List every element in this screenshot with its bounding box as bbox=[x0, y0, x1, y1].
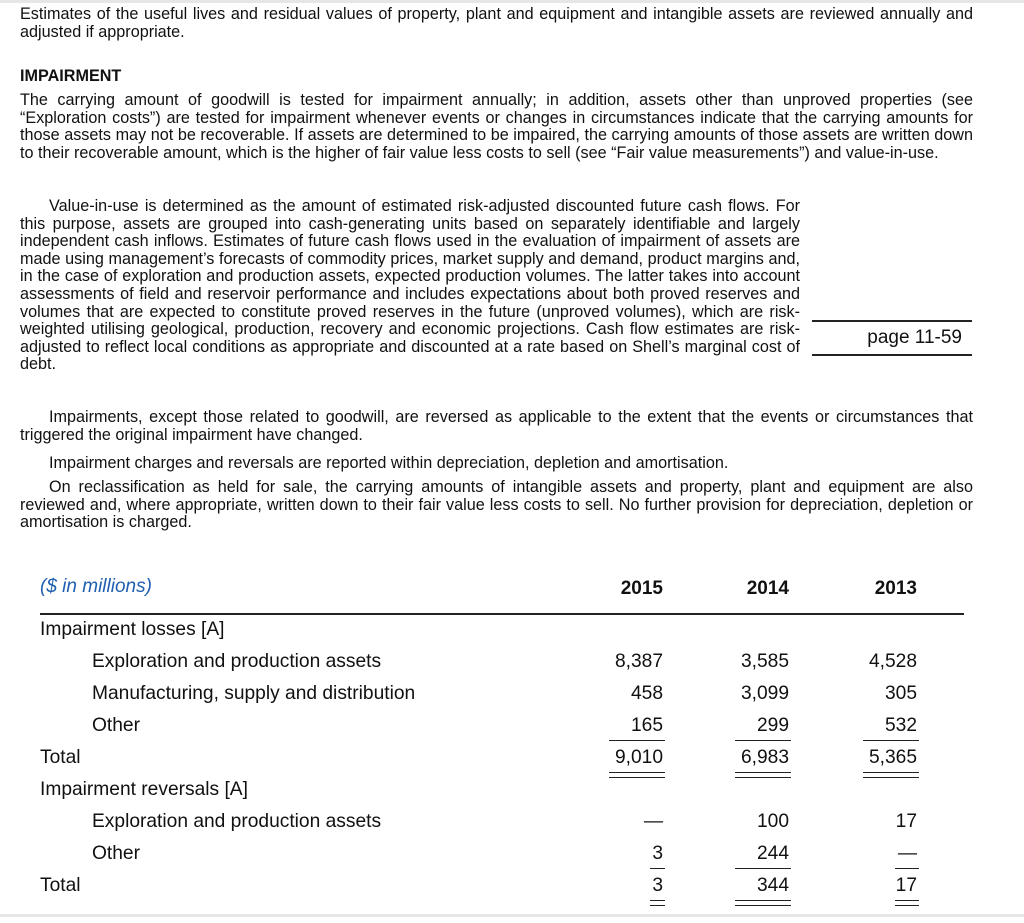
total-double-rule-reversals-2015 bbox=[650, 900, 665, 906]
row-label-losses-exploration: Exploration and production assets bbox=[92, 651, 382, 672]
subtotal-rule-reversals-2014 bbox=[735, 868, 791, 869]
subtotal-rule-losses-2014 bbox=[735, 740, 791, 741]
cell-reversals-exploration-2013: 17 bbox=[895, 811, 917, 832]
cell-reversals-other-2014: 244 bbox=[756, 843, 789, 864]
section-title-reversals: Impairment reversals [A] bbox=[40, 779, 248, 800]
subtotal-rule-reversals-2013 bbox=[895, 868, 919, 869]
cell-losses-manufacturing-2013: 305 bbox=[884, 683, 917, 704]
total-double-rule-losses-2013 bbox=[863, 772, 919, 778]
column-header-2014: 2014 bbox=[746, 578, 789, 599]
row-label-losses-total: Total bbox=[40, 747, 81, 768]
paragraph-impairment: The carrying amount of goodwill is tested for impairment annually; in addition, assets other than unproved properties (see “Exploration costs”) are tested for impairment whenever events or changes in circumstances indicate that the carrying amounts for those assets may not be recoverable. If assets are determined to be impaired, the carrying amounts of those assets are written down to their recoverable amount, which is the higher of fair value less costs to sell (see “Fair value measurements”) and value-in-use. bbox=[20, 91, 973, 162]
cell-losses-exploration-2014: 3,585 bbox=[740, 651, 789, 672]
row-label-losses-other: Other bbox=[92, 715, 140, 736]
bottom-divider bbox=[0, 914, 1024, 917]
column-header-2015: 2015 bbox=[620, 578, 663, 599]
subtotal-rule-losses-2015 bbox=[609, 740, 665, 741]
cell-reversals-exploration-2014: 100 bbox=[756, 811, 789, 832]
top-divider bbox=[0, 0, 1024, 3]
cell-reversals-total-2014: 344 bbox=[756, 875, 789, 896]
row-label-reversals-exploration: Exploration and production assets bbox=[92, 811, 382, 832]
cell-reversals-total-2013: 17 bbox=[895, 875, 917, 896]
row-label-reversals-other: Other bbox=[92, 843, 140, 864]
subtotal-rule-reversals-2015 bbox=[650, 868, 665, 869]
cell-reversals-other-2013: — bbox=[897, 843, 917, 864]
paragraph-value-in-use bbox=[20, 198, 800, 374]
impairment-table bbox=[40, 572, 964, 912]
paragraph-reversals: Impairments, except those related to goodwill, are reversed as applicable to the extent that the events or circumstances that triggered the original impairment have changed. bbox=[20, 408, 973, 444]
paragraph-charges: Impairment charges and reversals are reported within depreciation, depletion and amortisation. bbox=[49, 454, 729, 472]
cell-losses-other-2014: 299 bbox=[756, 715, 789, 736]
subtotal-rule-losses-2013 bbox=[863, 740, 919, 741]
cell-reversals-other-2015: 3 bbox=[652, 843, 663, 864]
cell-losses-other-2015: 165 bbox=[630, 715, 663, 736]
section-title-losses: Impairment losses [A] bbox=[40, 619, 225, 640]
page-tag-bottom-rule bbox=[812, 354, 972, 356]
impairment-heading: IMPAIRMENT bbox=[20, 67, 122, 85]
cell-losses-total-2015: 9,010 bbox=[614, 747, 663, 768]
cell-reversals-total-2015: 3 bbox=[652, 875, 663, 896]
total-double-rule-reversals-2014 bbox=[735, 900, 791, 906]
cell-losses-exploration-2013: 4,528 bbox=[868, 651, 917, 672]
paragraph-value-in-use-text: Value-in-use is determined as the amount of estimated risk-adjusted discounted future cash flows. For this purpose, assets are grouped into cash-generating units based on separately identifiable and largely independent cash inflows. Estimates of future cash flows used in the evaluation of impairment of assets are made using management’s forecasts of commodity prices, market supply and demand, product margins and, in the case of exploration and production assets, expected production volumes. The latter takes into account assessments of field and reservoir performance and includes expectations about both proved reserves and volumes that are expected to constitute proved reserves in the future (unproved volumes), which are risk-weighted utilising geological, production, recovery and economic projections. Cash flow estimates are risk-adjusted to reflect local conditions as appropriate and discounted at a rate based on Shell’s marginal cost of debt. bbox=[20, 197, 800, 374]
cell-losses-total-2014: 6,983 bbox=[740, 747, 789, 768]
row-label-reversals-total: Total bbox=[40, 875, 81, 896]
column-header-2013: 2013 bbox=[874, 578, 917, 599]
table-header-rule bbox=[40, 613, 964, 615]
row-label-losses-manufacturing: Manufacturing, supply and distribution bbox=[92, 683, 416, 704]
cell-losses-manufacturing-2015: 458 bbox=[630, 683, 663, 704]
cell-losses-other-2013: 532 bbox=[884, 715, 917, 736]
cell-reversals-exploration-2015: — bbox=[643, 811, 663, 832]
paragraph-reclassification: On reclassification as held for sale, the carrying amounts of intangible assets and property, plant and equipment are also reviewed and, where appropriate, written down to their fair value less costs to sell. No further provision for depreciation, depletion or amortisation is charged. bbox=[20, 478, 973, 532]
total-double-rule-losses-2014 bbox=[735, 772, 791, 778]
page-number: page 11-59 bbox=[867, 327, 962, 348]
cell-losses-total-2013: 5,365 bbox=[868, 747, 917, 768]
cell-losses-exploration-2015: 8,387 bbox=[614, 651, 663, 672]
total-double-rule-losses-2015 bbox=[609, 772, 665, 778]
cell-losses-manufacturing-2014: 3,099 bbox=[740, 683, 789, 704]
page-tag bbox=[812, 320, 972, 356]
paragraph-useful-lives: Estimates of the useful lives and residual values of property, plant and equipment and intangible assets are reviewed annually and adjusted if appropriate. bbox=[20, 5, 973, 41]
page-tag-top-rule bbox=[812, 320, 972, 322]
total-double-rule-reversals-2013 bbox=[895, 900, 919, 906]
table-units-label: ($ in millions) bbox=[40, 576, 152, 597]
